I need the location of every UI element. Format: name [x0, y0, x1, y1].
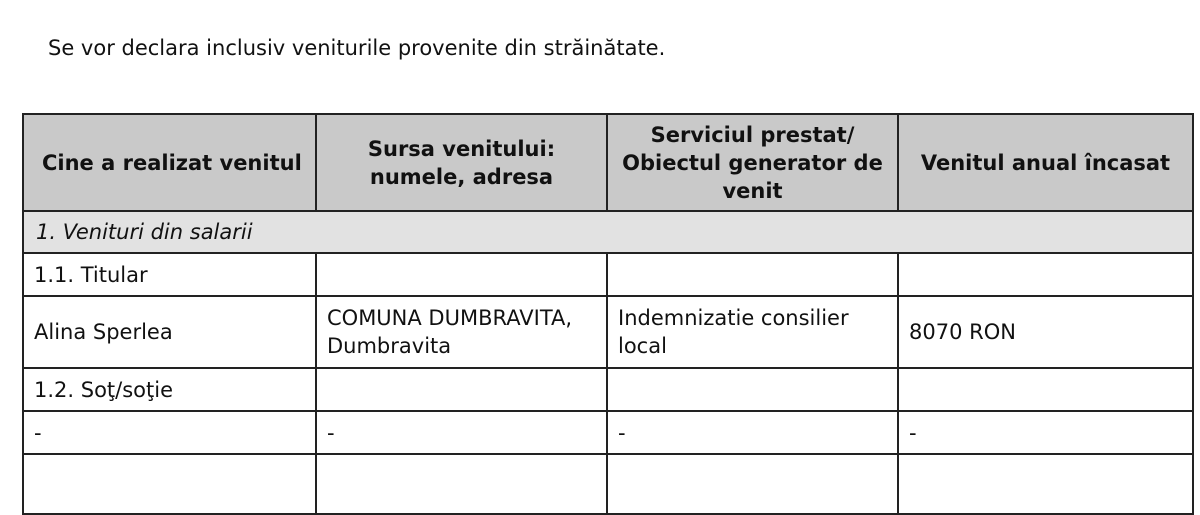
section-title: 1. Venituri din salarii — [23, 211, 1193, 253]
cell-source: - — [316, 411, 607, 454]
empty-cell — [898, 454, 1193, 514]
table-row — [23, 253, 1193, 296]
intro-note: Se vor declara inclusiv veniturile provenite din străinătate. — [48, 36, 666, 60]
empty-cell — [898, 253, 1193, 296]
empty-cell — [607, 368, 898, 411]
empty-cell — [316, 368, 607, 411]
empty-cell — [898, 368, 1193, 411]
empty-cell — [607, 253, 898, 296]
empty-cell — [316, 253, 607, 296]
cell-service: - — [607, 411, 898, 454]
empty-cell — [23, 454, 316, 514]
cell-source: COMUNA DUMBRAVITA, Dumbravita — [316, 296, 607, 368]
cell-who: - — [23, 411, 316, 454]
header-who: Cine a realizat venitul — [23, 114, 316, 211]
income-table — [22, 113, 1194, 515]
table-row — [23, 368, 1193, 411]
table-row — [23, 454, 1193, 514]
empty-cell — [316, 454, 607, 514]
header-service: Serviciul prestat/ Obiectul generator de venit — [607, 114, 898, 211]
section-row-salaries — [23, 211, 1193, 253]
row-label-spouse: 1.2. Soţ/soţie — [23, 368, 316, 411]
cell-who: Alina Sperlea — [23, 296, 316, 368]
cell-income: - — [898, 411, 1193, 454]
row-label-titular: 1.1. Titular — [23, 253, 316, 296]
cell-service: Indemnizatie consilier local — [607, 296, 898, 368]
table-row — [23, 411, 1193, 454]
cell-income: 8070 RON — [898, 296, 1193, 368]
header-source: Sursa venitului: numele, adresa — [316, 114, 607, 211]
table-header-row — [23, 114, 1193, 211]
header-income: Venitul anual încasat — [898, 114, 1193, 211]
table-row — [23, 296, 1193, 368]
empty-cell — [607, 454, 898, 514]
